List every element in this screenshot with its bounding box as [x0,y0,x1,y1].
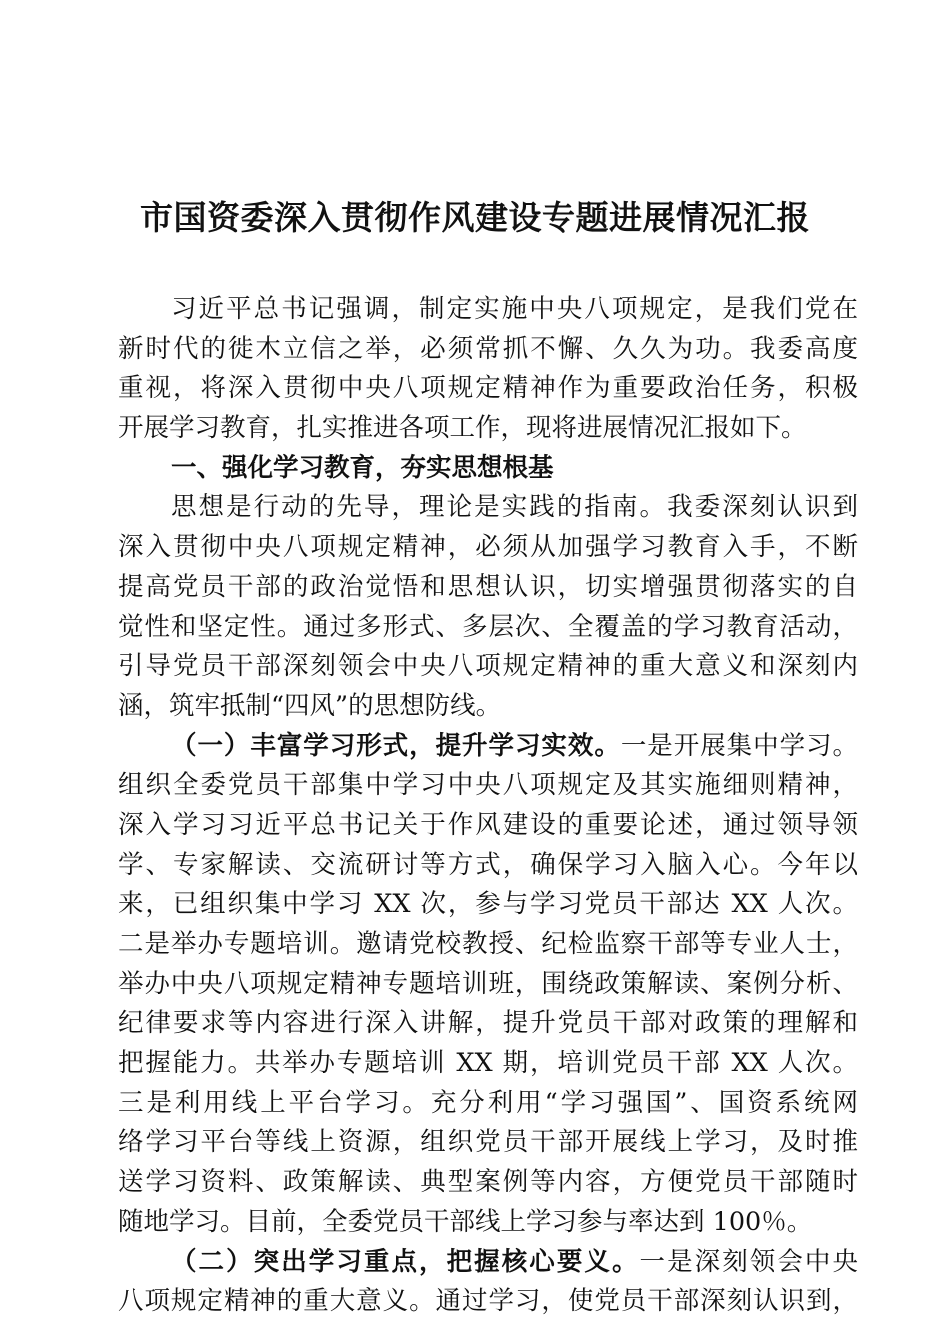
paragraph-line: 习近平总书记强调，制定实施中央八项规定，是我们党在 [171,294,858,324]
paragraph-line: 引导党员干部深刻领会中央八项规定精神的重大意义和深刻内 [118,651,858,682]
subsection-heading: （二）突出学习重点，把握核心要义。 [171,1246,640,1277]
subsection-heading: （一）丰富学习形式，提升学习实效。 [171,730,621,761]
paragraph-line: 把握能力。共举办专题培训 XX 期，培训党员干部 XX 人次。 [118,1048,858,1079]
paragraph-line: 组织全委党员干部集中学习中央八项规定及其实施细则精神， [118,770,858,801]
paragraph-line: 八项规定精神的重大意义。通过学习，使党员干部深刻认识到， [118,1286,858,1317]
paragraph-line: 涵，筑牢抵制“四风”的思想防线。 [118,690,502,721]
paragraph-run: 一是深刻领会中央 [639,1246,858,1277]
paragraph-line: 提高党员干部的政治觉悟和思想认识，切实增强贯彻落实的自 [118,571,858,602]
paragraph-line: 纪律要求等内容进行深入讲解，提升党员干部对政策的理解和 [118,1008,858,1039]
paragraph-line: 学、专家解读、交流研讨等方式，确保学习入脑入心。今年以 [118,849,858,880]
paragraph-line [118,727,858,767]
paragraph-line: 二是举办专题培训。邀请党校教授、纪检监察干部等专业人士， [118,929,858,959]
paragraph-line: 举办中央八项规定精神专题培训班，围绕政策解读、案例分析、 [118,968,858,999]
paragraph-line: 随地学习。目前，全委党员干部线上学习参与率达到 100％。 [118,1206,813,1237]
paragraph-line: 络学习平台等线上资源，组织党员干部开展线上学习，及时推 [118,1127,858,1158]
document-body [118,290,858,1322]
paragraph-line: 来，已组织集中学习 XX 次，参与学习党员干部达 XX 人次。 [118,889,858,920]
paragraph-line: 重视，将深入贯彻中央八项规定精神作为重要政治任务，积极 [118,373,858,404]
paragraph-line: 思想是行动的先导，理论是实践的指南。我委深刻认识到 [171,492,858,523]
paragraph-run: 一是开展集中学习。 [620,730,858,761]
paragraph-line: 新时代的徙木立信之举，必须常抓不懈、久久为功。我委高度 [118,333,858,364]
paragraph-line: 深入贯彻中央八项规定精神，必须从加强学习教育入手，不断 [118,532,858,563]
paragraph-line: 开展学习教育，扎实推进各项工作，现将进展情况汇报如下。 [118,413,807,444]
section-heading: 一、强化学习教育，夯实思想根基 [171,452,554,483]
paragraph-line: 送学习资料、政策解读、典型案例等内容，方便党员干部随时 [118,1167,858,1198]
paragraph-line: 觉性和坚定性。通过多形式、多层次、全覆盖的学习教育活动， [118,611,858,642]
paragraph-line [118,1243,858,1283]
paragraph-line: 三是利用线上平台学习。充分利用“学习强国”、国资系统网 [118,1087,858,1118]
paragraph-line: 深入学习习近平总书记关于作风建设的重要论述，通过领导领 [118,809,858,840]
document-title: 市国资委深入贯彻作风建设专题进展情况汇报 [140,198,810,237]
